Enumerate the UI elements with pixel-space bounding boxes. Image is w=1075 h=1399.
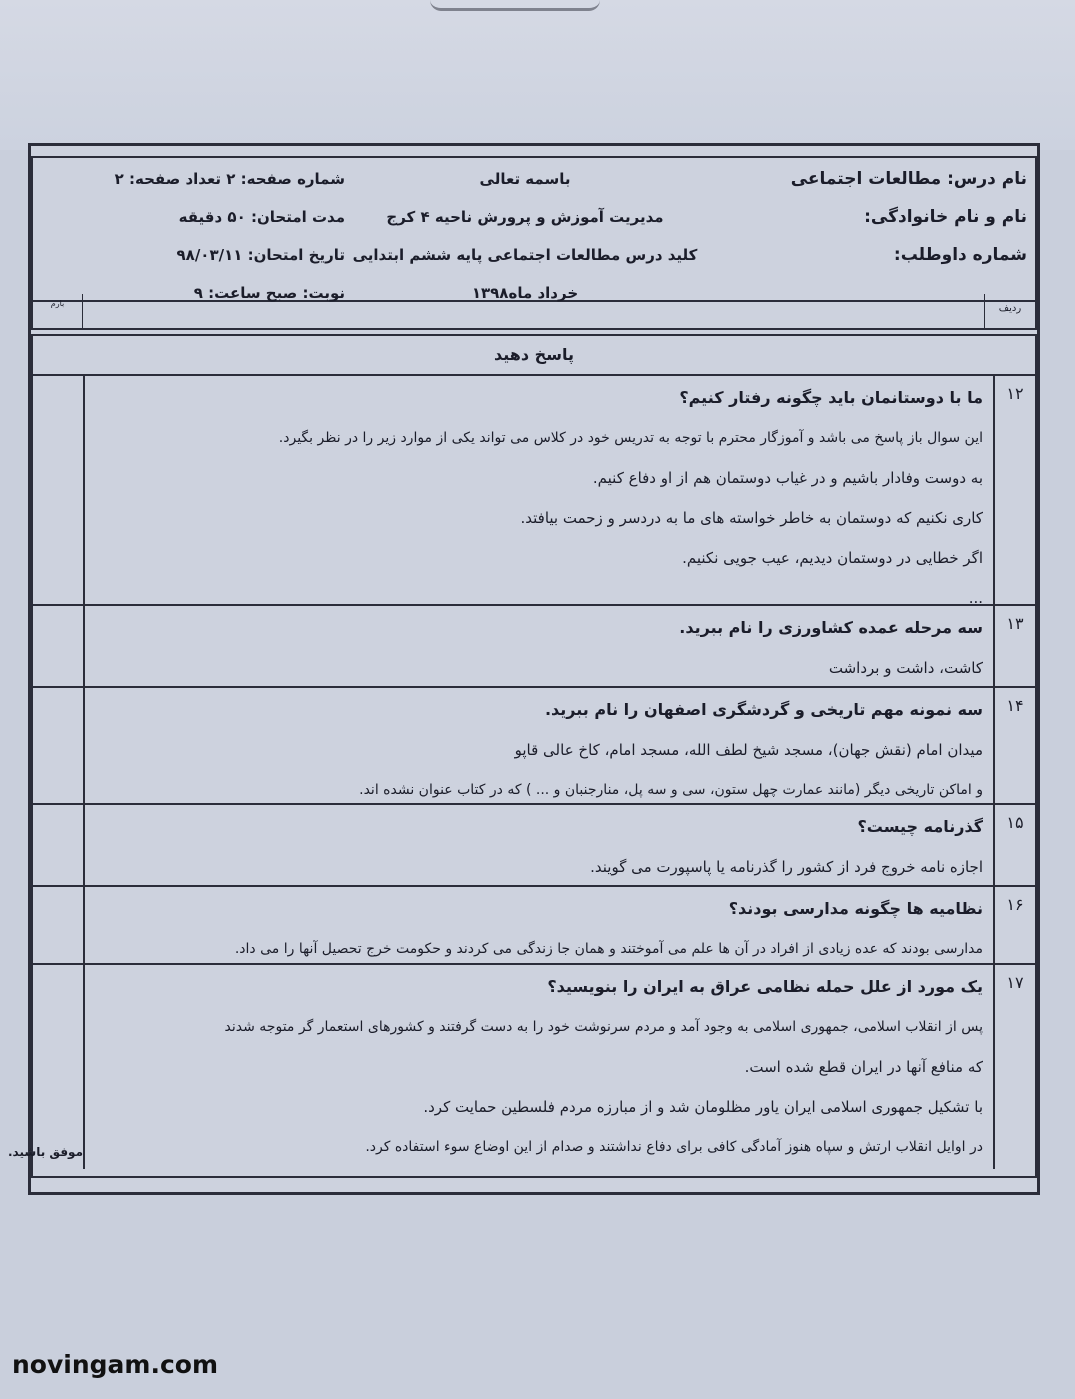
score-cell	[33, 887, 85, 963]
score-cell	[33, 688, 85, 803]
course-name: نام درس: مطالعات اجتماعی	[790, 169, 1027, 189]
good-luck-note: موفق باشید.	[8, 1145, 84, 1159]
exam-date: تاریخ امتحان: ۹۸/۰۳/۱۱	[176, 246, 345, 264]
column-label-row	[31, 294, 1037, 330]
paper-top	[0, 0, 1075, 150]
question-body	[91, 606, 983, 690]
answer-line: به دوست وفادار باشیم و در غیاب دوستمان هم از او دفاع کنیم.	[592, 469, 983, 487]
question-text: یک مورد از علل حمله نظامی عراق به ایران را بنویسید؟	[547, 977, 983, 996]
answer-line: ...	[968, 589, 983, 607]
exam-duration: مدت امتحان: ۵۰ دقیقه	[178, 208, 345, 226]
header-student-info	[777, 160, 1027, 274]
answer-line: این سوال باز پاسخ می باشد و آموزگار محترم با توجه به تدریس خود در کلاس می تواند یکی از موارد زیر را در نظر بگیرد.	[278, 430, 983, 446]
answer-line: پس از انقلاب اسلامی، جمهوری اسلامی به وجود آمد و مردم سرنوشت خود را به دست گرفتند و کشورهای استعمار گر متوجه شدند	[224, 1019, 983, 1035]
header-bismillah: باسمه تعالی	[479, 170, 571, 188]
question-row	[33, 805, 1035, 887]
question-text: نظامیه ها چگونه مدارسی بودند؟	[728, 899, 983, 918]
question-row	[33, 887, 1035, 965]
score-cell	[33, 376, 85, 604]
answer-line: میدان امام (نقش جهان)، مسجد شیخ لطف الله، مسجد امام، کاخ عالی قاپو	[514, 741, 983, 759]
question-body	[91, 887, 983, 971]
answer-line: کاری نکنیم که دوستمان به خاطر خواسته های ما به دردسر و زحمت بیافتد.	[520, 509, 983, 527]
exam-sheet	[28, 143, 1040, 1195]
question-number: ۱۴	[993, 688, 1035, 803]
exam-header	[31, 156, 1037, 302]
header-exam-info	[45, 160, 345, 312]
question-row	[33, 688, 1035, 805]
question-row	[33, 965, 1035, 1169]
answer-line: اجازه نامه خروج فرد از کشور را گذرنامه یا پاسپورت می گویند.	[590, 858, 983, 876]
exam-shift: نوبت: صبح ساعت: ۹	[193, 284, 345, 302]
question-number: ۱۳	[993, 606, 1035, 686]
question-body	[91, 688, 983, 812]
header-exam-month: خرداد ماه۱۳۹۸	[471, 284, 579, 302]
header-exam-title: کلید درس مطالعات اجتماعی پایه ششم ابتدایی	[352, 246, 698, 264]
question-number: ۱۶	[993, 887, 1035, 963]
question-row	[33, 376, 1035, 606]
score-cell	[33, 805, 85, 885]
row-number-label: ردیف	[984, 294, 1035, 328]
question-row	[33, 606, 1035, 688]
answer-line: که منافع آنها در ایران قطع شده است.	[744, 1058, 983, 1076]
answer-line: مدارسی بودند که عده زیادی از افراد در آن ها علم می آموختند و همان جا زندگی می کردند و حکومت خرج تحصیل آنها را می داد.	[234, 941, 983, 957]
table-title: پاسخ دهید	[33, 336, 1035, 376]
question-body	[91, 376, 983, 608]
scribble-mark	[430, 0, 600, 11]
candidate-number-label: شماره داوطلب:	[893, 245, 1027, 265]
score-label: بارم	[33, 294, 83, 328]
question-number: ۱۷	[993, 965, 1035, 1169]
score-cell	[33, 606, 85, 686]
question-body	[91, 965, 983, 1169]
question-text: سه نمونه مهم تاریخی و گردشگری اصفهان را نام ببرید.	[544, 700, 983, 719]
question-number: ۱۵	[993, 805, 1035, 885]
question-body	[91, 805, 983, 889]
question-text: ما با دوستانمان باید چگونه رفتار کنیم؟	[679, 388, 983, 407]
header-title-block	[315, 160, 735, 312]
answer-line: کاشت، داشت و برداشت	[828, 659, 983, 677]
page-count: شماره صفحه: ۲ تعداد صفحه: ۲	[114, 170, 345, 188]
answer-line: در اوایل انقلاب ارتش و سپاه هنوز آمادگی کافی برای دفاع نداشتند و صدام از این اوضاع سوء استفاده کرد.	[365, 1139, 983, 1155]
question-text: گذرنامه چیست؟	[857, 817, 983, 836]
question-number: ۱۲	[993, 376, 1035, 604]
header-department: مدیریت آموزش و پرورش ناحیه ۴ کرج	[386, 208, 664, 226]
student-name-label: نام و نام خانوادگی:	[864, 207, 1027, 227]
answer-line: با تشکیل جمهوری اسلامی ایران یاور مظلومان شد و از مبارزه مردم فلسطین حمایت کرد.	[423, 1098, 983, 1116]
answer-line: و اماکن تاریخی دیگر (مانند عمارت چهل ستون، سی و سه پل، منارجنبان و ... ) که در کتاب عنوان نشده اند.	[359, 782, 983, 798]
score-cell	[33, 965, 85, 1169]
watermark: novingam.com	[12, 1350, 218, 1379]
question-text: سه مرحله عمده کشاورزی را نام ببرید.	[679, 618, 983, 637]
answers-table	[31, 334, 1037, 1178]
answer-line: اگر خطایی در دوستمان دیدیم، عیب جویی نکنیم.	[682, 549, 983, 567]
